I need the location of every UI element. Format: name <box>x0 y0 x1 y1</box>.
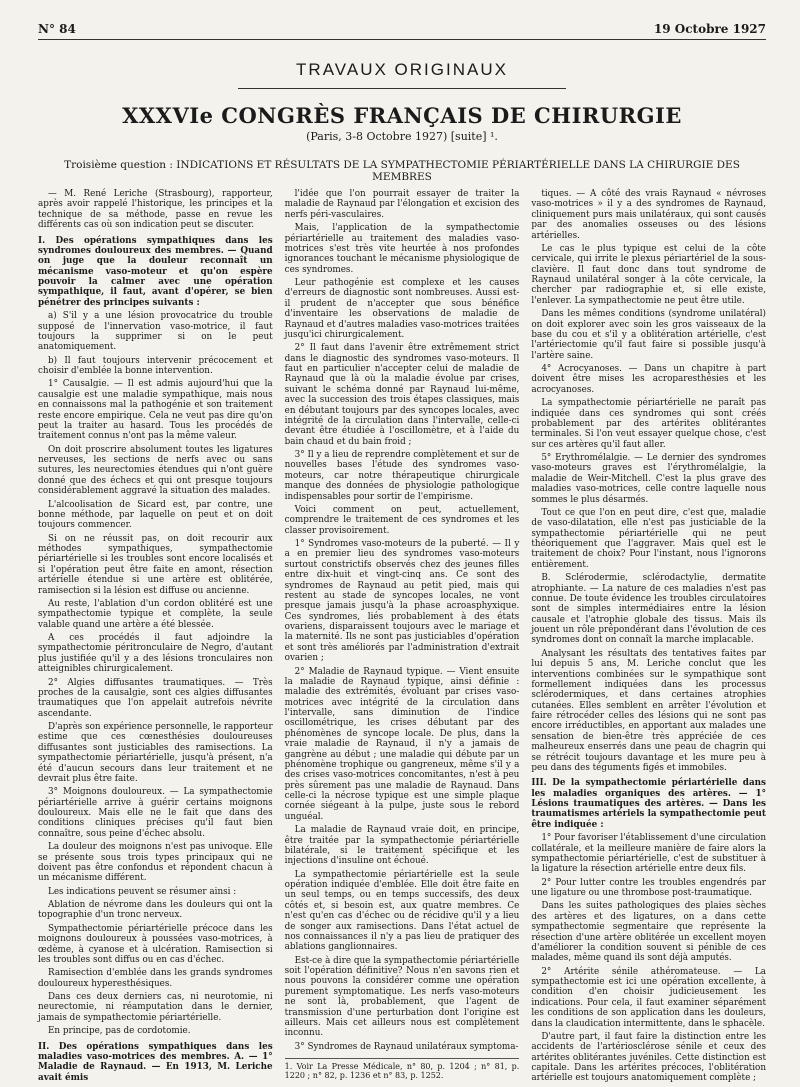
paragraph: Au reste, l'ablation d'un cordon oblitéré est une sympathectomie typique et complète, la seule valable quand une artère a été blessée. <box>38 598 273 630</box>
paragraph: Ablation de névrome dans les douleurs qui ont la topographie d'un tronc nerveux. <box>38 900 273 921</box>
column-1 <box>38 189 273 1087</box>
paragraph: — M. René Leriche (Strasbourg), rapporteur, après avoir rappelé l'historique, les principes et la technique de sa méthode, passe en revue les différents cas où son indication peut se discuter. <box>38 189 273 231</box>
paragraph: 1° Pour favoriser l'établissement d'une circulation collatérale, et la meilleure manière de faire alors la sympathectomie périartérielle, c'est de substituer à la ligature la résection artérielle entre deux fils. <box>531 833 766 875</box>
section-title: TRAVAUX ORIGINAUX <box>296 60 508 79</box>
paragraph: L'alcoolisation de Sicard est, par contre, une bonne méthode, par laquelle on peut et on doit toujours commencer. <box>38 499 273 531</box>
paragraph: Si on ne réussit pas, on doit recourir aux méthodes sympathiques, sympathectomie périartérielle si les troubles sont encore localisés et si l'opération peut être faite en amont, résection artérielle étendue si une artère est oblitérée, ramisection si la lésion est diffuse ou ancienne. <box>38 533 273 596</box>
paragraph: On doit proscrire absolument toutes les ligatures nerveuses, les sections de nerfs avec ou sans sutures, les neurectomies étendues qui n'ont guère donné que des échecs et qui ont presque toujours considérablement aggravé la situation des malades. <box>38 444 273 497</box>
column-3 <box>531 189 766 1087</box>
paragraph: 5° Erythromélalgie. — Le dernier des syndromes vaso-moteurs graves est l'érythromélalgie, la maladie de Weir-Mitchell. C'est la plus grave des maladies vaso-motrices, celle contre laquelle nous sommes le plus désarmés. <box>531 453 766 505</box>
paragraph: l'idée que l'on pourrait essayer de traiter la maladie de Raynaud par l'élongation et excision des nerfs péri-vasculaires. <box>284 189 520 220</box>
column-2-body <box>285 189 520 1052</box>
paragraph: III. De la sympathectomie périartérielle dans les maladies organiques des artères. — 1° Lésions traumatiques des artères. — Dans les traumatismes artériels la sympathectomie peut être indiquée : <box>531 778 766 830</box>
column-2 <box>285 189 520 1087</box>
issue-date: 19 Octobre 1927 <box>653 22 766 36</box>
paragraph: II. Des opérations sympathiques dans les maladies vaso-motrices des membres. A. — 1° Maladie de Raynaud. — En 1913, M. Leriche avait émis <box>38 1041 273 1083</box>
paragraph: 4° Acrocyanoses. — Dans un chapitre à part doivent être mises les acroparesthésies et les acrocyanoses. <box>531 364 766 395</box>
paragraph: A ces procédés il faut adjoindre la sympathectomie péritronculaire de Negro, d'autant plus justifiée qu'il y a des lésions tronculaires non atteignibles chirurgicalement. <box>38 633 273 675</box>
paragraph: Dans ces deux derniers cas, ni neurotomie, ni neurectomie, ni réamputation dans le dernier, jamais de sympathectomie périartérielle. <box>38 992 273 1023</box>
paragraph: Sympathectomie périartérielle précoce dans les moignons douloureux à poussées vaso-motrices, à œdème, à cyanose et à ulcération. Ramisection si les troubles sont diffus ou en cas d'échec. <box>38 923 273 965</box>
paragraph: 3° Moignons douloureux. — La sympathectomie périartérielle arrive à guérir certains moignons douloureux. Mais elle ne le fait que dans des conditions cliniques précises qu'il faut bien connaître, sous peine d'échec absolu. <box>38 787 273 839</box>
congress-subtitle: (Paris, 3-8 Octobre 1927) [suite] ¹. <box>306 130 498 143</box>
paragraph: Dans les suites pathologiques des plaies sèches des artères et des ligatures, on a dans cette sympathectomie segmentaire que représente la résection d'une artère oblitérée un excellent moyen d'améliorer la condition souvent si pénible de ces malades, même quand ils sont déjà amputés. <box>531 901 766 964</box>
paragraph: Est-ce à dire que la sympathectomie périartérielle soit l'opération définitive? Nous n'en savons rien et nous pouvons la considérer comme une opération purement symptomatique. Les nerfs vaso-moteurs ne sont là, probablement, que l'agent de transmission d'une perturbation dont l'origine est ailleurs. Mais cet ailleurs nous est complètement inconnu. <box>284 955 520 1039</box>
paragraph: La sympathectomie périartérielle est la seule opération indiquée d'emblée. Elle doit être faite en un seul temps, ou en temps successifs, des deux côtés et, si besoin est, aux quatre membres. Ce n'est qu'en cas d'échec ou de récidive qu'il y a lieu de songer aux ramisections. Dans l'état actuel de nos connaissances il n'y a pas lieu de pratiquer des ablations ganglionnaires. <box>284 869 520 953</box>
paragraph: 2° Il faut dans l'avenir être extrêmement strict dans le diagnostic des syndromes vaso-moteurs. Il faut en particulier n'accepter celui de maladie de Raynaud que là où la maladie évolue par crises, suivant le schéma donné par Raynaud lui-même, avec la succession des trois étapes classiques, mais en débutant toujours par des syncopes locales, avec intégrité de la circulation dans l'intervalle, celle-ci devant être étudiée à l'oscillomètre, et à l'aide du bain chaud et du bain froid ; <box>284 343 520 447</box>
paragraph: Voici comment on peut, actuellement, comprendre le traitement de ces syndromes et les classer provisoirement. <box>284 504 520 536</box>
paragraph: 2° Artérite sénile athéromateuse. — La sympathectomie est ici une opération excellente, à condition d'en choisir judicieusement les indications. Pour cela, il faut examiner séparément les conditions de son application dans les douleurs, dans la claudication intermittente, dans le sphacèle. <box>531 966 766 1029</box>
page-header <box>38 22 766 40</box>
paragraph: Dans les mêmes conditions (syndrome unilatéral) on doit explorer avec soin les gros vaisseaux de la base du cou et s'il y a oblitération artérielle, c'est l'artériectomie qu'il faut faire si possible jusqu'à l'artère saine. <box>531 309 766 361</box>
paragraph: Les indications peuvent se résumer ainsi : <box>48 886 237 897</box>
paragraph: Le cas le plus typique est celui de la côte cervicale, qui irrite le plexus périartériel de la sous-clavière. Il faut donc dans tout syndrome de Raynaud unilatéral songer à la côte cervicale, la chercher par radiographie et, si elle existe, l'enlever. La sympathectomie ne peut être utile. <box>531 243 766 306</box>
issue-number: N° 84 <box>38 22 76 36</box>
paragraph: 3° Il y a lieu de reprendre complètement et sur de nouvelles bases l'étude des syndromes vaso-moteurs, car notre thérapeutique chirurgicale manque des données de physiologie pathologique indispensables pour sortir de l'empirisme. <box>284 450 520 502</box>
paragraph: La sympathectomie périartérielle ne paraît pas indiquée dans ces syndromes qui sont créés probablement par des artérites oblitérantes terminales. Si l'on veut essayer quelque chose, c'est sur ces artères qu'il faut aller. <box>531 398 766 450</box>
paragraph: La maladie de Raynaud vraie doit, en principe, être traitée par la sympathectomie périartérielle bilatérale, si le traitement spécifique et les injections d'insuline ont échoué. <box>284 825 520 867</box>
paragraph: b) Il faut toujours intervenir précocement et choisir d'emblée la bonne intervention. <box>38 355 273 376</box>
paragraph: En principe, pas de cordotomie. <box>48 1026 191 1037</box>
footnote: 1. Voir La Presse Médicale, n° 80, p. 1204 ; n° 81, p. 1220 ; n° 82, p. 1236 et n° 83, p. 1252. <box>285 1058 520 1081</box>
paragraph: tiques. — A côté des vrais Raynaud « névroses vaso-motrices » il y a des syndromes de Raynaud, cliniquement purs mais unilatéraux, qui sont causés par des anomalies osseuses ou des lésions artérielles. <box>531 189 766 241</box>
paragraph: 3° Syndromes de Raynaud unilatéraux symptoma- <box>294 1041 519 1052</box>
paragraph: 2° Algies diffusantes traumatiques. — Très proches de la causalgie, sont ces algies diffusantes traumatiques que l'on appelait autrefois névrite ascendante. <box>38 677 273 719</box>
paragraph: 2° Pour lutter contre les troubles engendrés par une ligature ou une thrombose post-traumatique. <box>531 877 766 898</box>
paragraph: 2° Maladie de Raynaud typique. — Vient ensuite la maladie de Raynaud typique, ainsi définie : maladie des extrémités, évoluant par crises vaso-motrices avec intégrité de la circulation dans l'intervalle, sans diminution de l'indice oscillométrique, les crises débutant par des phénomènes de syncope locale. De plus, dans la vraie maladie de Raynaud, il n'y a jamais de gangrène au début ; une maladie qui débute par un phénomène trophique ou gangreneux, même s'il y a des crises vaso-motrices concomitantes, n'est à peu près sûrement pas une maladie de Raynaud. Dans celle-ci la nécrose typique est une simple plaque cornée siégeant à la pulpe, juste sous le rebord unguéal. <box>284 666 520 822</box>
paragraph: La douleur des moignons n'est pas univoque. Elle se présente sous trois types principaux qui ne doivent pas être confondus et répondent chacun à un mécanisme différent. <box>38 842 273 884</box>
article-columns <box>38 189 766 1087</box>
paragraph: Leur pathogénie est complexe et les causes d'erreurs de diagnostic sont nombreuses. Aussi est-il prudent de n'accepter que sous bénéfice d'inventaire les observations de maladie de Raynaud et d'autres maladies vaso-motrices traitées jusqu'ici chirurgicalement. <box>284 278 520 340</box>
paragraph: D'autre part, il faut faire la distinction entre les accidents de l'artériosclérose sénile et ceux des artérites oblitérantes juvéniles. Cette distinction est capitale. Dans les artérites précoces, l'oblitération artérielle est toujours anatomiquement complète ; <box>531 1031 766 1084</box>
paragraph: a) S'il y a une lésion provocatrice du trouble supposé de l'innervation vaso-motrice, il faut toujours la supprimer si on le peut anatomiquement. <box>38 311 273 353</box>
paragraph: Analysant les résultats des tentatives faites par lui depuis 5 ans, M. Leriche conclut que les interventions combinées sur le sympathique sont formellement indiquées dans les processus sclérodermiques, et dans certaines atrophies cutanées. Elles semblent en arrêter l'évolution et faire rétrocéder celles des lésions qui ne sont pas encore irréductibles, en apportant aux malades une sensation de bien-être très appréciée de ces malheureux enserrés dans une peau de chagrin qui se rétrécit toujours davantage et les mure peu à peu dans des téguments figés et immobiles. <box>531 648 766 773</box>
paragraph: Tout ce que l'on en peut dire, c'est que, maladie de vaso-dilatation, elle n'est pas justiciable de la sympathectomie périartérielle qui ne peut théoriquement que l'aggraver. Mais quel est le traitement de choix? Pour l'instant, nous l'ignorons entièrement. <box>531 507 766 570</box>
paragraph: 1° Syndromes vaso-moteurs de la puberté. — Il y a en premier lieu des syndromes vaso-moteurs surtout constrictifs observés chez des jeunes filles entre dix-huit et vingt-cinq ans. Ce sont des syndromes de Raynaud au petit pied, mais qui restent au stade de syncopes locales, ne vont presque jamais jusqu'à la phase acroasphyxique. Ces syndromes, liés probablement à des états ovariens, disparaissent toujours avec le mariage et la maternité. Ils ne sont pas justiciables d'opération et sont très améliorés par l'administration d'extrait ovarien ; <box>284 539 520 664</box>
paragraph: 1° Causalgie. — Il est admis aujourd'hui que la causalgie est une maladie sympathique, mais nous en connaissons mal la pathogénie et son traitement reste encore empirique. Cela ne veut pas dire qu'on peut la traiter au hasard. Tous les procédés de traitement connus n'ont pas la même valeur. <box>38 379 273 442</box>
paragraph: D'après son expérience personnelle, le rapporteur estime que ces cœnesthésies douloureuses diffusantes sont justiciables des ramisections. La sympathectomie périartérielle, jusqu'à présent, n'a été d'aucun secours dans leur traitement et ne devrait plus être faite. <box>38 722 273 784</box>
paragraph: Mais, l'application de la sympathectomie périartérielle au traitement des maladies vaso-motrices s'est très vite heurtée à nos profondes ignorances touchant le mécanisme physiologique de ces syndromes. <box>284 223 520 275</box>
paragraph: Ramisection d'emblée dans les grands syndromes douloureux hyperesthésiques. <box>38 968 273 989</box>
title-divider <box>238 88 566 89</box>
paragraph: B. Sclérodermie, sclérodactylie, dermatite atrophiante. — La nature de ces maladies n'est pas connue. De toute évidence les troubles circulatoires sont de simples intermédiaires entre la lésion causale et l'atrophie globale des tissus. Mais ils jouent un rôle prépondérant dans l'évolution de ces syndromes dont on connaît la marche implacable. <box>531 573 766 646</box>
paragraph: I. Des opérations sympathiques dans les syndromes douloureux des membres. — Quand on juge que la douleur reconnaît un mécanisme vaso-moteur et qu'on espère pouvoir la calmer avec une opération sympathique, il faut, avant d'opérer, se bien pénétrer des principes suivants : <box>38 235 273 308</box>
congress-title: XXXVIe CONGRÈS FRANÇAIS DE CHIRURGIE <box>122 103 682 128</box>
question-heading: Troisième question : INDICATIONS ET RÉSULTATS DE LA SYMPATHECTOMIE PÉRIARTÉRIELLE DANS LA CHIRURGIE DES MEMBRES <box>64 159 740 183</box>
